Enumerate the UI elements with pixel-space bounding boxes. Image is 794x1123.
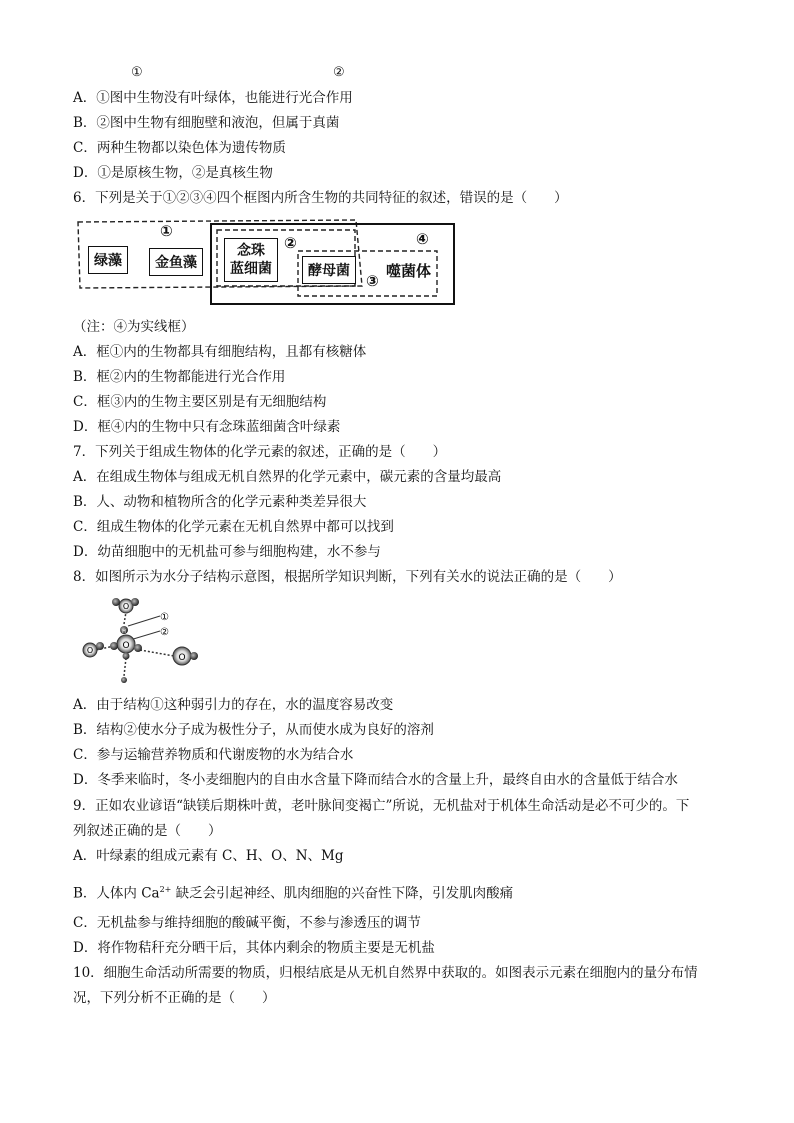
q9-stem-line-1: 9．正如农业谚语“缺镁后期株叶黄，老叶脉间变褐亡”所说，无机盐对于机体生命活动是必不可少的。下 <box>73 798 690 814</box>
organism-yeast: 酵母菌 <box>302 256 356 284</box>
q7-option-d[interactable]: D．幼苗细胞中的无机盐可参与细胞构建，水不参与 <box>73 544 381 560</box>
q5-option-d[interactable]: D．①是原核生物，②是真核生物 <box>73 165 273 181</box>
marker-1: ① <box>160 612 169 623</box>
q9-option-b[interactable] <box>73 881 513 903</box>
oxygen-label-center: O <box>122 641 130 651</box>
q9-option-c[interactable]: C．无机盐参与维持细胞的酸碱平衡，不参与渗透压的调节 <box>73 915 421 931</box>
q7-option-a[interactable]: A．在组成生物体与组成无机自然界的化学元素中，碳元素的含量均最高 <box>73 469 502 485</box>
organism-green-algae: 绿藻 <box>88 246 128 274</box>
frame-number-2: ② <box>284 234 297 252</box>
q8-option-a[interactable]: A．由于结构①这种弱引力的存在，水的温度容易改变 <box>73 697 394 713</box>
nostoc-line-1: 念珠 <box>237 243 265 259</box>
figure-label-2: ② <box>333 65 345 80</box>
q5-option-b[interactable]: B．②图中生物有细胞壁和液泡，但属于真菌 <box>73 115 340 131</box>
q8-stem: 8．如图所示为水分子结构示意图，根据所学知识判断，下列有关水的说法正确的是（ ） <box>73 569 622 585</box>
q6-note: （注：④为实线框） <box>73 319 195 335</box>
figure-label-1: ① <box>131 65 143 80</box>
q8-option-c[interactable]: C．参与运输营养物质和代谢废物的水为结合水 <box>73 747 354 763</box>
q10-stem-line-1: 10．细胞生命活动所需要的物质，归根结底是从无机自然界中获取的。如图表示元素在细胞内的量分布情 <box>73 965 698 981</box>
q6-option-c[interactable]: C．框③内的生物主要区别是有无细胞结构 <box>73 394 327 410</box>
q5-option-a[interactable]: A．①图中生物没有叶绿体，也能进行光合作用 <box>73 90 353 106</box>
nostoc-line-2: 蓝细菌 <box>230 261 272 277</box>
q6-option-d[interactable]: D．框④内的生物中只有念珠蓝细菌含叶绿素 <box>73 419 341 435</box>
organism-phage: 噬菌体 <box>386 262 432 280</box>
q9-option-d[interactable]: D．将作物秸秆充分晒干后，其体内剩余的物质主要是无机盐 <box>73 940 435 956</box>
q8-option-b[interactable]: B．结构②使水分子成为极性分子，从而使水成为良好的溶剂 <box>73 722 434 738</box>
q6-option-a[interactable]: A．框①内的生物都具有细胞结构，且都有核糖体 <box>73 344 367 360</box>
q9-b-post: 缺乏会引起神经、肌肉细胞的兴奋性下降，引发肌肉酸痛 <box>171 885 514 902</box>
frame-number-3: ③ <box>366 272 379 290</box>
organism-nostoc <box>224 238 278 282</box>
organism-hornwort: 金鱼藻 <box>149 248 203 276</box>
frame-number-4: ④ <box>416 230 429 248</box>
marker-2: ② <box>160 627 169 638</box>
q8-water-molecule-diagram <box>76 594 226 686</box>
q9-stem-line-2: 列叙述正确的是（ ） <box>73 823 222 839</box>
oxygen-label-top: O <box>122 602 130 611</box>
water-molecule-svg <box>76 594 226 686</box>
hydrogen-label: H <box>122 629 126 635</box>
frame-number-1: ① <box>160 222 173 240</box>
q5-option-c[interactable]: C．两种生物都以染色体为遗传物质 <box>73 140 286 156</box>
q9-option-a[interactable]: A．叶绿素的组成元素有 C、H、O、N、Mg <box>73 848 344 864</box>
q6-venn-diagram <box>76 216 458 306</box>
q9-b-pre: B．人体内 Ca <box>73 885 160 902</box>
q6-stem: 6．下列是关于①②③④四个框图内所含生物的共同特征的叙述，错误的是（ ） <box>73 190 568 206</box>
oxygen-label-right: O <box>178 653 186 663</box>
q9-b-sup: 2+ <box>159 885 172 894</box>
q7-option-c[interactable]: C．组成生物体的化学元素在无机自然界中都可以找到 <box>73 519 394 535</box>
q7-option-b[interactable]: B．人、动物和植物所含的化学元素种类差异很大 <box>73 494 367 510</box>
q10-stem-line-2: 况，下列分析不正确的是（ ） <box>73 990 276 1006</box>
q6-option-b[interactable]: B．框②内的生物都能进行光合作用 <box>73 369 286 385</box>
q7-stem: 7．下列关于组成生物体的化学元素的叙述，正确的是（ ） <box>73 444 447 460</box>
q8-option-d[interactable]: D．冬季来临时，冬小麦细胞内的自由水含量下降而结合水的含量上升，最终自由水的含量低于结合水 <box>73 772 678 788</box>
oxygen-label-left: O <box>86 646 94 655</box>
